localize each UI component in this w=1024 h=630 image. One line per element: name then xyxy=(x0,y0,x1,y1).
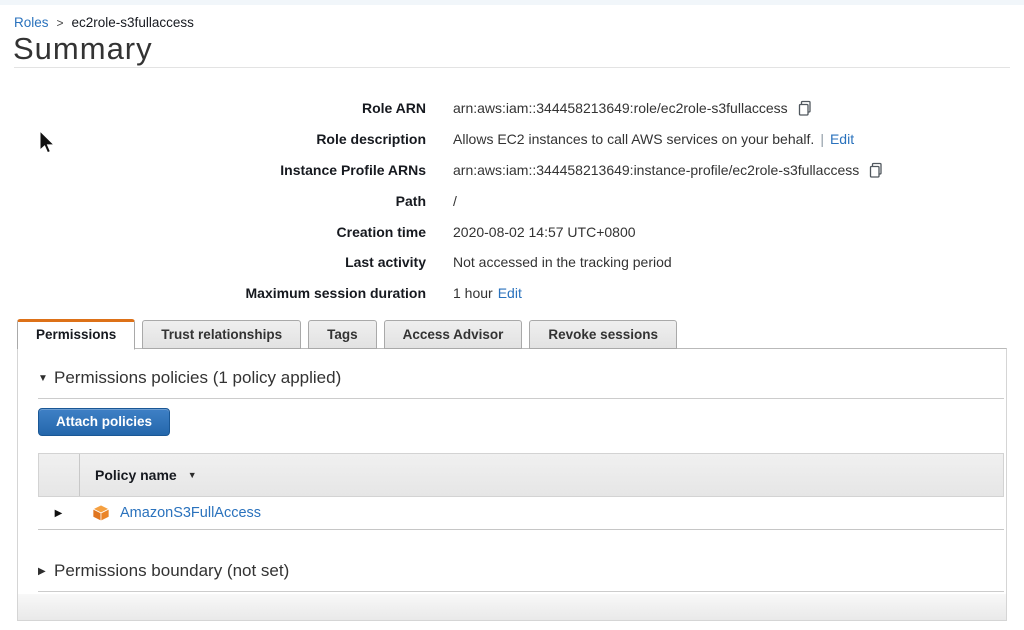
permissions-boundary-section-title: Permissions boundary (not set) xyxy=(54,561,290,580)
field-label: Role ARN xyxy=(361,100,426,117)
mouse-cursor-icon xyxy=(38,130,56,161)
permissions-tab-panel xyxy=(17,348,1007,621)
permissions-boundary-section-toggle[interactable] xyxy=(38,561,1004,592)
tab-bar xyxy=(17,319,684,349)
field-label: Path xyxy=(395,192,426,209)
tab-permissions[interactable]: Permissions xyxy=(17,319,135,350)
summary-row-max-session-duration xyxy=(0,278,1010,309)
permissions-policies-section-title: Permissions policies (1 policy applied) xyxy=(54,368,342,387)
summary-row-path xyxy=(0,185,1010,216)
panel-footer xyxy=(18,594,1006,620)
policy-name-header-label: Policy name xyxy=(95,467,177,483)
permissions-policies-section-toggle[interactable] xyxy=(38,368,1004,399)
breadcrumb-roles-link[interactable]: Roles xyxy=(14,15,49,30)
sort-descending-icon: ▼ xyxy=(187,470,197,480)
breadcrumb-separator-icon: > xyxy=(56,16,64,30)
instance-profile-arn-value: arn:aws:iam::344458213649:instance-profile/ec2role-s3fullaccess xyxy=(453,161,860,178)
section-expanded-icon: ▼ xyxy=(38,372,48,384)
section-collapsed-icon: ▶ xyxy=(38,565,46,577)
field-label: Last activity xyxy=(345,254,426,271)
expand-policy-icon[interactable]: ▶ xyxy=(54,507,63,519)
tab-revoke-sessions[interactable]: Revoke sessions xyxy=(529,320,677,349)
last-activity-value: Not accessed in the tracking period xyxy=(453,254,672,271)
role-description-value: Allows EC2 instances to call AWS services on your behalf. xyxy=(453,131,815,148)
edit-session-duration-link[interactable]: Edit xyxy=(497,285,522,302)
attach-policies-button[interactable]: Attach policies xyxy=(38,408,170,436)
field-label: Instance Profile ARNs xyxy=(280,161,426,178)
value-separator: | xyxy=(820,131,824,148)
summary-row-creation-time xyxy=(0,216,1010,247)
policies-table-header xyxy=(38,453,1004,497)
breadcrumb-current: ec2role-s3fullaccess xyxy=(71,15,194,30)
summary-row-last-activity xyxy=(0,247,1010,278)
field-label: Creation time xyxy=(336,223,426,240)
max-session-duration-value: 1 hour xyxy=(453,285,493,302)
policy-link-amazons3fullaccess[interactable]: AmazonS3FullAccess xyxy=(120,505,262,521)
page-title: Summary xyxy=(13,31,153,66)
policy-table-row xyxy=(38,497,1004,530)
summary-row-role-description xyxy=(0,124,1010,155)
copy-icon[interactable] xyxy=(868,162,884,178)
attached-policies-table xyxy=(38,453,1004,530)
tab-tags[interactable]: Tags xyxy=(308,320,377,349)
field-label: Role description xyxy=(316,131,426,148)
field-label: Maximum session duration xyxy=(245,285,426,302)
title-divider xyxy=(14,67,1010,68)
expand-column-header xyxy=(39,454,80,496)
breadcrumb xyxy=(14,15,194,30)
summary-row-instance-profile-arns xyxy=(0,155,1010,186)
aws-managed-policy-cube-icon xyxy=(92,504,110,522)
creation-time-value: 2020-08-02 14:57 UTC+0800 xyxy=(453,223,636,240)
path-value: / xyxy=(453,192,457,209)
role-summary-fields xyxy=(0,93,1010,309)
policy-name-column-header[interactable] xyxy=(80,467,197,483)
edit-description-link[interactable]: Edit xyxy=(829,131,855,148)
copy-icon[interactable] xyxy=(797,100,813,116)
role-arn-value: arn:aws:iam::344458213649:role/ec2role-s3fullaccess xyxy=(453,100,788,117)
tab-trust-relationships[interactable]: Trust relationships xyxy=(142,320,301,349)
summary-row-role-arn xyxy=(0,93,1010,124)
top-edge-band xyxy=(0,0,1024,5)
tab-access-advisor[interactable]: Access Advisor xyxy=(384,320,523,349)
